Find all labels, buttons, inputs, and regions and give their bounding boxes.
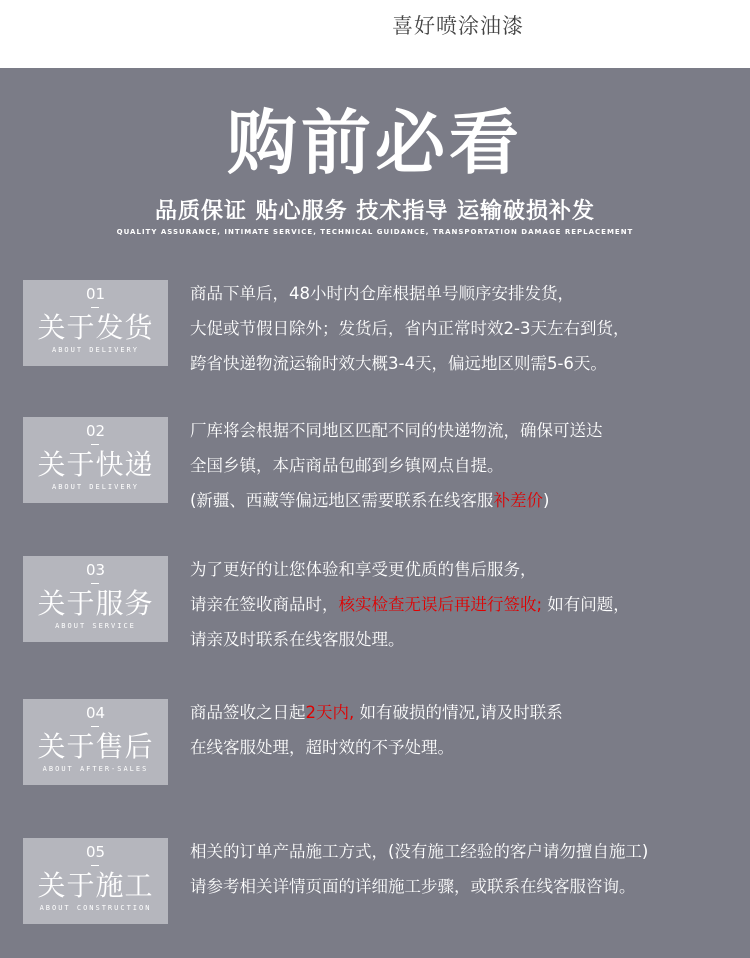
text-line: 相关的订单产品施工方式，(没有施工经验的客户请勿擅自施工): [190, 842, 649, 861]
badge-number: 02: [23, 422, 168, 440]
badge-number: 04: [23, 704, 168, 722]
text-segment: 商品签收之日起: [190, 703, 306, 722]
text-line: 请亲及时联系在线客服处理。: [190, 630, 405, 649]
badge-title: 关于售后: [37, 730, 154, 763]
badge-number: 05: [23, 843, 168, 861]
text-line: 请参考相关详情页面的详细施工步骤，或联系在线客服咨询。: [190, 877, 636, 896]
badge-subtitle-en: ABOUT DELIVERY: [51, 483, 139, 491]
badge-subtitle-en: ABOUT AFTER-SALES: [42, 765, 149, 773]
badge-title: 关于施工: [37, 869, 154, 902]
item-text: [190, 276, 745, 381]
text-line: [190, 695, 745, 730]
badge-express: [23, 417, 168, 503]
text-line: 厂库将会根据不同地区匹配不同的快递物流，确保可送达: [190, 421, 603, 440]
text-segment: 请亲在签收商品时，: [190, 595, 339, 614]
notice-panel: [0, 68, 750, 958]
page-title: 购前必看: [227, 102, 523, 184]
text-line: 商品下单后，48小时内仓库根据单号顺序安排发货，: [190, 284, 574, 303]
text-line: 跨省快递物流运输时效大概3-4天，偏远地区则需5-6天。: [190, 354, 607, 373]
badge-number: 03: [23, 561, 168, 579]
top-bar: [0, 0, 750, 68]
highlight-text: 补差价: [493, 491, 543, 510]
text-line: 在线客服处理，超时效的不予处理。: [190, 738, 454, 757]
badge-number: 01: [23, 285, 168, 303]
text-segment: ): [542, 491, 550, 510]
item-text: [190, 695, 745, 765]
badge-subtitle-en: ABOUT DELIVERY: [51, 346, 139, 354]
badge-construction: [23, 838, 168, 924]
badge-subtitle-en: ABOUT SERVICE: [55, 622, 136, 630]
badge-after-sales: [23, 699, 168, 785]
badge-service: [23, 556, 168, 642]
badge-title: 关于发货: [37, 311, 154, 344]
badge-title: 关于快递: [37, 448, 154, 481]
text-segment: 如有破损的情况,请及时联系: [354, 703, 563, 722]
page-subtitle: 品质保证 贴心服务 技术指导 运输破损补发: [155, 199, 595, 224]
text-line: 为了更好的让您体验和享受更优质的售后服务，: [190, 560, 537, 579]
highlight-text: 2天内,: [305, 703, 355, 722]
text-line: 全国乡镇，本店商品包邮到乡镇网点自提。: [190, 456, 504, 475]
text-segment: 如有问题，: [542, 595, 630, 614]
text-segment: (新疆、西藏等偏远地区需要联系在线客服: [190, 491, 494, 510]
item-text: [190, 413, 745, 518]
page-subtitle-en: QUALITY ASSURANCE, INTIMATE SERVICE, TECHNICAL GUIDANCE, TRANSPORTATION DAMAGE REPLACEMENT: [116, 228, 634, 236]
item-text: [190, 552, 745, 657]
shop-name: 喜好喷涂油漆: [392, 14, 524, 38]
text-line: 大促或节假日除外；发货后，省内正常时效2-3天左右到货，: [190, 319, 630, 338]
item-text: [190, 834, 745, 904]
badge-title: 关于服务: [37, 587, 154, 620]
text-line: [190, 483, 745, 518]
badge-subtitle-en: ABOUT CONSTRUCTION: [39, 904, 152, 912]
badge-delivery: [23, 280, 168, 366]
text-line: [190, 587, 745, 622]
highlight-text: 核实检查无误后再进行签收;: [338, 595, 543, 614]
